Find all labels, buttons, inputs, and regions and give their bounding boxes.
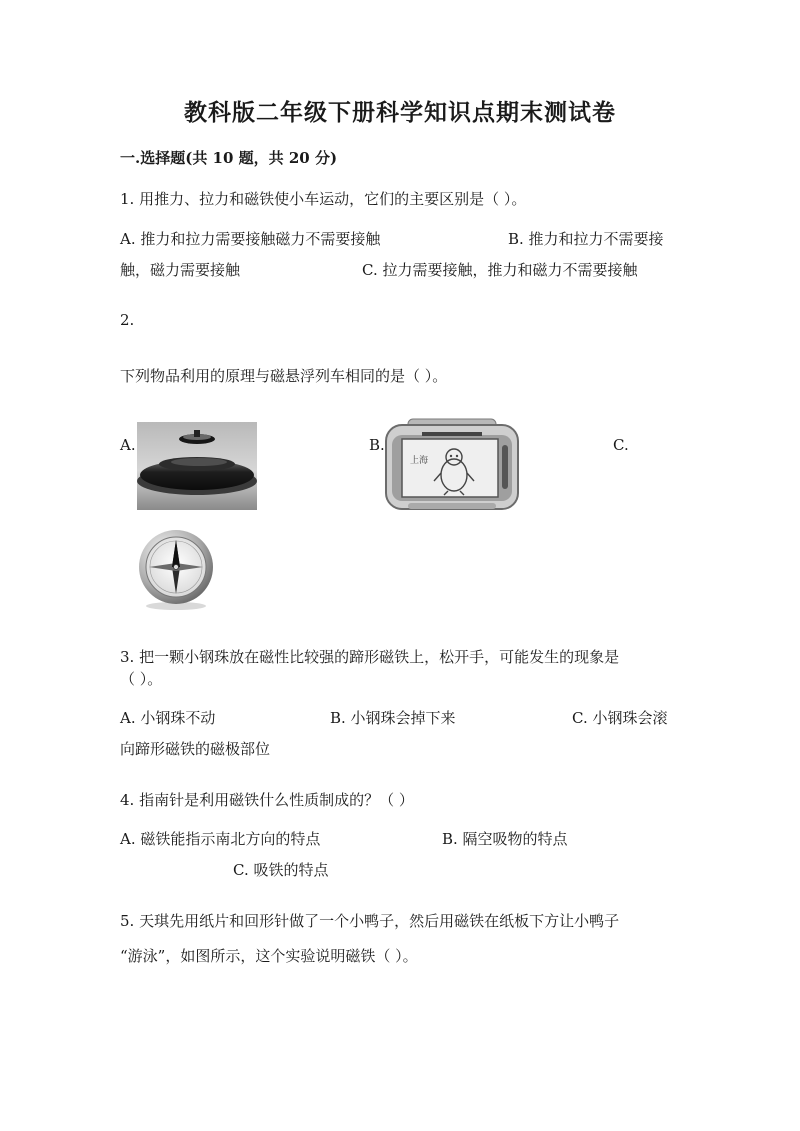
question-3-stem: 3. 把一颗小钢珠放在磁性比较强的蹄形磁铁上，松开手，可能发生的现象是 <box>120 648 620 666</box>
question-4-option-a: A. 磁铁能指示南北方向的特点 <box>120 830 321 848</box>
page-title: 教科版二年级下册科学知识点期末测试卷 <box>184 99 616 126</box>
question-2-option-c-label: C. <box>613 436 629 454</box>
question-1-option-b: B. 推力和拉力不需要接 <box>508 230 664 248</box>
question-3-option-b: B. 小钢珠会掉下来 <box>330 709 456 727</box>
magnetic-drawing-board-image <box>382 417 522 512</box>
section-heading: 一.选择题(共 10 题，共 20 分) <box>120 149 338 167</box>
question-5-stem: 5. 天琪先用纸片和回形针做了一个小鸭子，然后用磁铁在纸板下方让小鸭子 <box>120 912 620 930</box>
question-2-option-b-label: B. <box>369 436 385 454</box>
question-5-stem-continued: “游泳”，如图所示，这个实验说明磁铁（ ）。 <box>120 947 418 965</box>
question-1-option-b-continued: 触，磁力需要接触 <box>120 261 241 279</box>
question-2-number: 2. <box>120 311 135 329</box>
question-1-option-c: C. 拉力需要接触，推力和磁力不需要接触 <box>362 261 638 279</box>
compass-image <box>136 527 216 611</box>
question-3-option-c-continued: 向蹄形磁铁的磁极部位 <box>120 740 271 758</box>
question-4-option-c: C. 吸铁的特点 <box>233 861 329 879</box>
question-1-stem: 1. 用推力、拉力和磁铁使小车运动，它们的主要区别是（ ）。 <box>120 190 527 208</box>
question-1-option-a: A. 推力和拉力需要接触磁力不需要接触 <box>120 230 381 248</box>
question-2-option-a-label: A. <box>120 436 136 454</box>
question-4-option-b: B. 隔空吸物的特点 <box>442 830 568 848</box>
drawing-board-text: 上海 <box>410 456 429 466</box>
question-3-option-a: A. 小钢珠不动 <box>120 709 216 727</box>
question-3-option-c: C. 小钢珠会滚 <box>572 709 668 727</box>
levitating-top-image <box>137 422 257 510</box>
question-3-stem-continued: （ ）。 <box>120 670 163 688</box>
question-2-stem: 下列物品利用的原理与磁悬浮列车相同的是（ ）。 <box>120 367 448 385</box>
question-4-stem: 4. 指南针是利用磁铁什么性质制成的？（ ） <box>120 791 414 809</box>
